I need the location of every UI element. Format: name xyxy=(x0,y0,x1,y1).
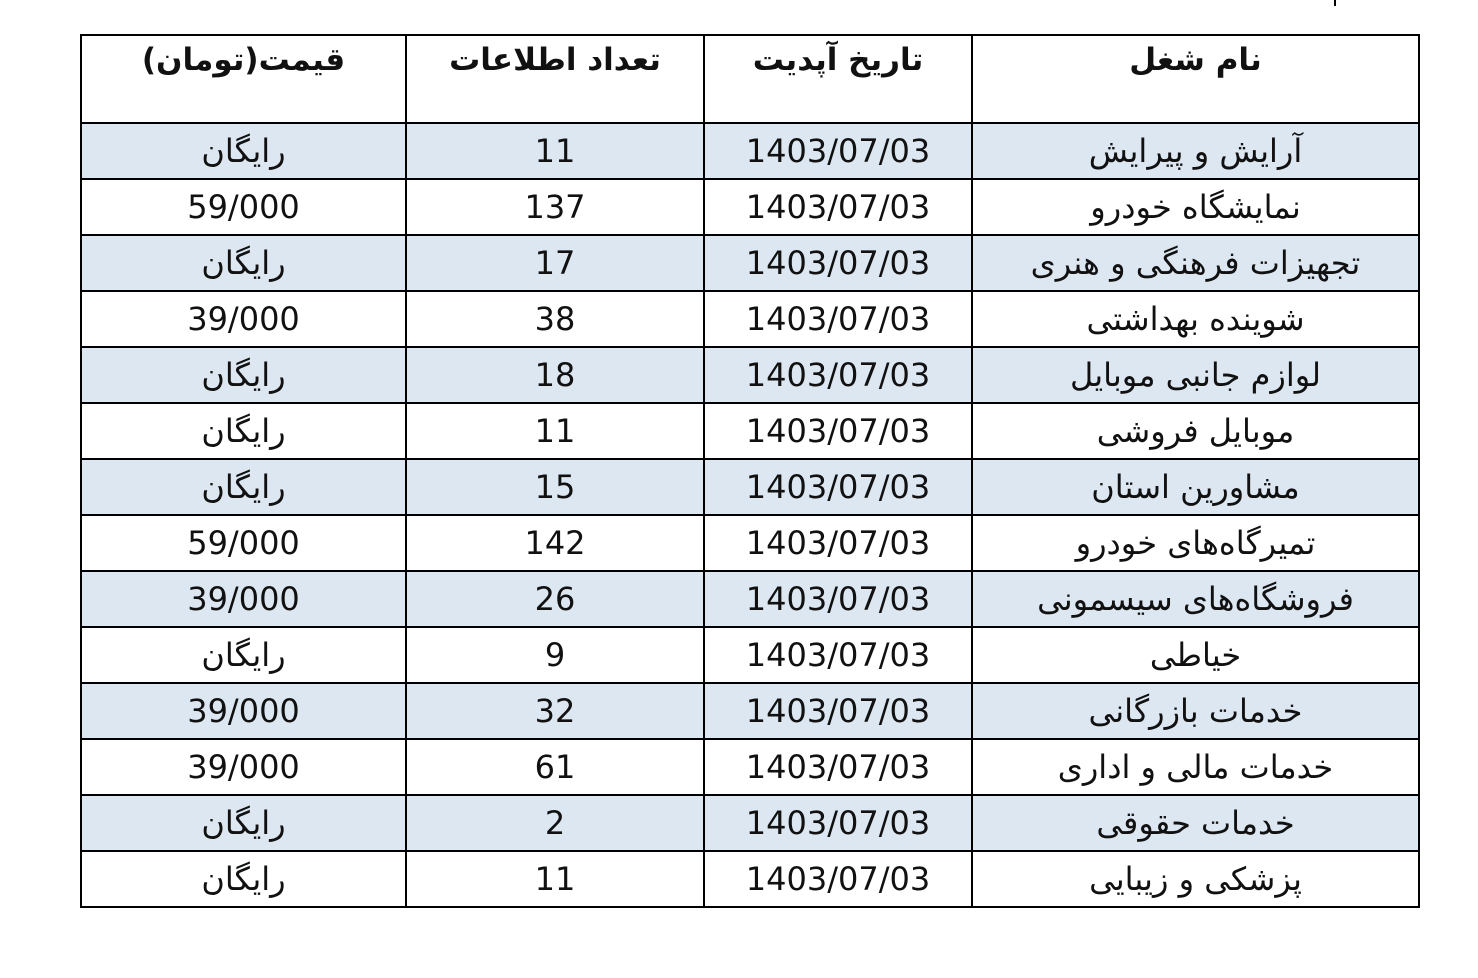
cell-record-count: 11 xyxy=(406,123,704,179)
text-cursor xyxy=(1334,0,1336,6)
cell-update-date: 1403/07/03 xyxy=(704,459,972,515)
cell-job-name: لوازم جانبی موبایل xyxy=(972,347,1419,403)
cell-update-date: 1403/07/03 xyxy=(704,291,972,347)
cell-update-date: 1403/07/03 xyxy=(704,403,972,459)
table-row xyxy=(81,403,1419,459)
table-row xyxy=(81,347,1419,403)
cell-record-count: 11 xyxy=(406,403,704,459)
table-row xyxy=(81,515,1419,571)
table-row xyxy=(81,571,1419,627)
header-record-count: تعداد اطلاعات xyxy=(406,35,704,123)
table-row xyxy=(81,851,1419,907)
cell-job-name: فروشگاه‌های سیسمونی xyxy=(972,571,1419,627)
cell-record-count: 142 xyxy=(406,515,704,571)
cell-price: رایگان xyxy=(81,627,406,683)
cell-record-count: 9 xyxy=(406,627,704,683)
cell-update-date: 1403/07/03 xyxy=(704,683,972,739)
cell-price: 39/000 xyxy=(81,291,406,347)
cell-update-date: 1403/07/03 xyxy=(704,851,972,907)
cell-update-date: 1403/07/03 xyxy=(704,235,972,291)
cell-price: رایگان xyxy=(81,459,406,515)
cell-price: رایگان xyxy=(81,347,406,403)
cell-price: 39/000 xyxy=(81,739,406,795)
cell-job-name: خدمات بازرگانی xyxy=(972,683,1419,739)
cell-record-count: 26 xyxy=(406,571,704,627)
cell-update-date: 1403/07/03 xyxy=(704,571,972,627)
cell-price: رایگان xyxy=(81,123,406,179)
cell-price: 59/000 xyxy=(81,515,406,571)
jobs-price-table xyxy=(80,34,1420,908)
cell-update-date: 1403/07/03 xyxy=(704,515,972,571)
cell-job-name: موبایل فروشی xyxy=(972,403,1419,459)
cell-update-date: 1403/07/03 xyxy=(704,795,972,851)
cell-record-count: 15 xyxy=(406,459,704,515)
cell-update-date: 1403/07/03 xyxy=(704,739,972,795)
cell-job-name: تمیرگاه‌های خودرو xyxy=(972,515,1419,571)
cell-price: رایگان xyxy=(81,403,406,459)
table-row xyxy=(81,291,1419,347)
table-row xyxy=(81,179,1419,235)
table-row xyxy=(81,795,1419,851)
cell-job-name: تجهیزات فرهنگی و هنری xyxy=(972,235,1419,291)
cell-record-count: 38 xyxy=(406,291,704,347)
table-row xyxy=(81,235,1419,291)
table-body xyxy=(81,123,1419,907)
cell-record-count: 11 xyxy=(406,851,704,907)
cell-update-date: 1403/07/03 xyxy=(704,123,972,179)
header-job-name: نام شغل xyxy=(972,35,1419,123)
cell-record-count: 2 xyxy=(406,795,704,851)
cell-price: رایگان xyxy=(81,235,406,291)
cell-record-count: 17 xyxy=(406,235,704,291)
cell-job-name: آرایش و پیرایش xyxy=(972,123,1419,179)
cell-record-count: 18 xyxy=(406,347,704,403)
cell-job-name: شوینده بهداشتی xyxy=(972,291,1419,347)
cell-record-count: 61 xyxy=(406,739,704,795)
cell-price: 39/000 xyxy=(81,571,406,627)
cell-job-name: نمایشگاه خودرو xyxy=(972,179,1419,235)
table-row xyxy=(81,627,1419,683)
table-row xyxy=(81,683,1419,739)
cell-record-count: 137 xyxy=(406,179,704,235)
header-update-date: تاریخ آپدیت xyxy=(704,35,972,123)
cell-update-date: 1403/07/03 xyxy=(704,347,972,403)
table-row xyxy=(81,123,1419,179)
header-price: قیمت(تومان) xyxy=(81,35,406,123)
cell-job-name: مشاورین استان xyxy=(972,459,1419,515)
cell-price: 59/000 xyxy=(81,179,406,235)
cell-update-date: 1403/07/03 xyxy=(704,179,972,235)
table-row xyxy=(81,459,1419,515)
table-header-row xyxy=(81,35,1419,123)
cell-job-name: خدمات مالی و اداری xyxy=(972,739,1419,795)
cell-job-name: خیاطی xyxy=(972,627,1419,683)
table-row xyxy=(81,739,1419,795)
cell-record-count: 32 xyxy=(406,683,704,739)
cell-price: رایگان xyxy=(81,851,406,907)
cell-job-name: خدمات حقوقی xyxy=(972,795,1419,851)
cell-price: 39/000 xyxy=(81,683,406,739)
cell-update-date: 1403/07/03 xyxy=(704,627,972,683)
cell-price: رایگان xyxy=(81,795,406,851)
cell-job-name: پزشکی و زیبایی xyxy=(972,851,1419,907)
